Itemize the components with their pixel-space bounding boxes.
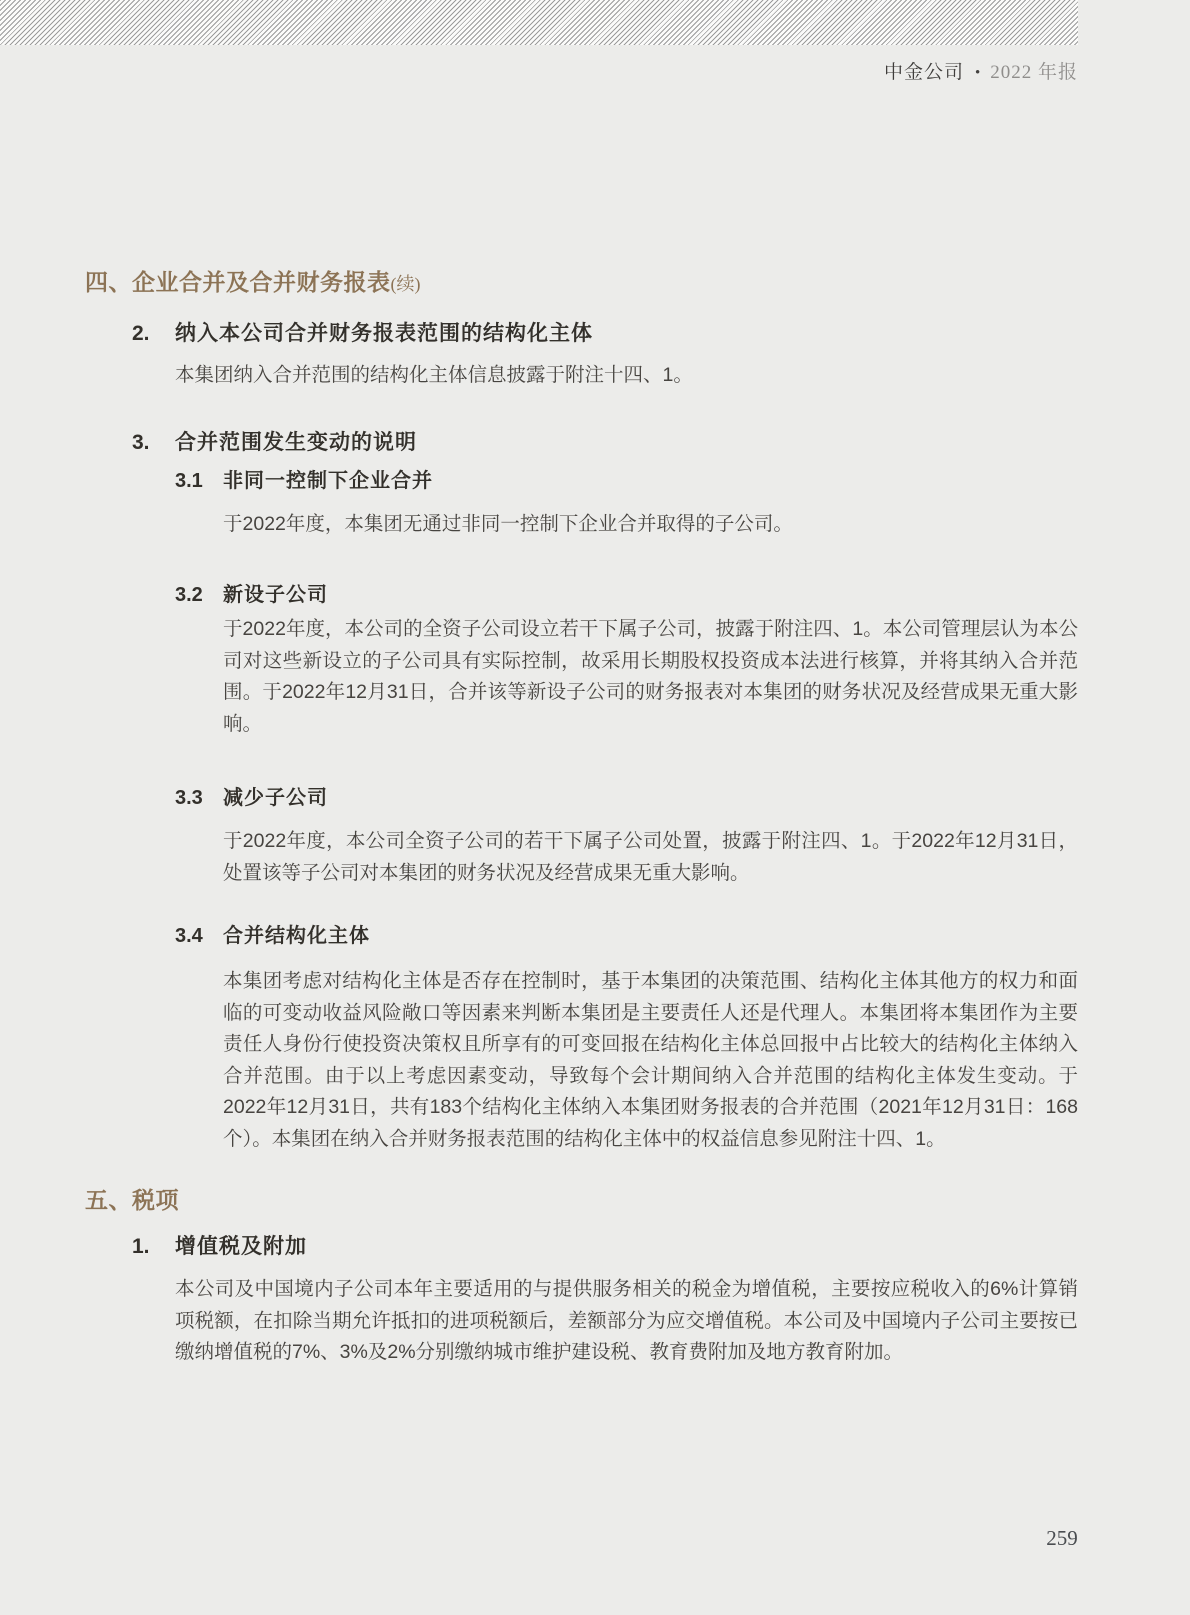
section5-item1-heading — [132, 1234, 307, 1259]
item2-body: 本集团纳入合并范围的结构化主体信息披露于附注十四、1。 — [175, 364, 693, 386]
section4-heading-title: 四、企业合并及合并财务报表 — [85, 269, 391, 295]
sub32-heading — [175, 583, 328, 607]
sub33-heading — [175, 786, 328, 810]
sub31-body: 于2022年度，本集团无通过非同一控制下企业合并取得的子公司。 — [223, 513, 793, 535]
sub31-heading — [175, 469, 433, 493]
item2-title: 纳入本公司合并财务报表范围的结构化主体 — [175, 322, 593, 345]
running-header-edition: 2022 年报 — [990, 62, 1078, 83]
sub33-number: 3.3 — [175, 787, 203, 809]
item3-number: 3. — [132, 431, 150, 454]
sub34-number: 3.4 — [175, 925, 203, 947]
sub32-title: 新设子公司 — [223, 584, 328, 606]
section4-heading — [85, 268, 421, 298]
sub33-title: 减少子公司 — [223, 787, 328, 809]
item3-title: 合并范围发生变动的说明 — [175, 431, 417, 454]
sub34-title: 合并结构化主体 — [223, 925, 370, 947]
section5-item1-number: 1. — [132, 1235, 150, 1258]
sub34-body: 本集团考虑对结构化主体是否存在控制时，基于本集团的决策范围、结构化主体其他方的权力和面临的可变动收益风险敞口等因素来判断本集团是主要责任人还是代理人。本集团将本集团作为主要责任人身份行使投资决策权且所享有的可变回报在结构化主体总回报中占比较大的结构化主体纳入合并范围。由于以上考虑因素变动，导致每个会计期间纳入合并范围的结构化主体发生变动。于2022年12月31日，共有183个结构化主体纳入本集团财务报表的合并范围（2021年12月31日：168个）。本集团在纳入合并财务报表范围的结构化主体中的权益信息参见附注十四、1。 — [223, 970, 1078, 1150]
section5-heading-title: 五、税项 — [85, 1187, 179, 1213]
running-header — [0, 62, 1078, 84]
sub33-body: 于2022年度，本公司全资子公司的若干下属子公司处置，披露于附注四、1。于2022年12月31日，处置该等子公司对本集团的财务状况及经营成果无重大影响。 — [223, 830, 1078, 884]
item2-number: 2. — [132, 322, 150, 345]
running-header-company: 中金公司 — [883, 62, 964, 83]
item2-heading — [132, 321, 593, 346]
section5-item1-title: 增值税及附加 — [175, 1235, 307, 1258]
page-number: 259 — [1046, 1526, 1078, 1550]
sub32-body: 于2022年度，本公司的全资子公司设立若干下属子公司，披露于附注四、1。本公司管理层认为本公司对这些新设立的子公司具有实际控制，故采用长期股权投资成本法进行核算，并将其纳入合并范围。于2022年12月31日，合并该等新设子公司的财务报表对本集团的财务状况及经营成果无重大影响。 — [223, 618, 1078, 735]
hatch-band — [0, 0, 1078, 45]
header-bullet-separator: • — [974, 65, 982, 81]
sub34-heading — [175, 924, 370, 948]
item3-heading — [132, 430, 417, 455]
sub31-title: 非同一控制下企业合并 — [223, 470, 433, 492]
section5-heading — [85, 1186, 179, 1214]
section4-heading-continued-suffix: (续) — [390, 274, 421, 294]
sub32-number: 3.2 — [175, 584, 203, 606]
section5-item1-body: 本公司及中国境内子公司本年主要适用的与提供服务相关的税金为增值税，主要按应税收入的6%计算销项税额，在扣除当期允许抵扣的进项税额后，差额部分为应交增值税。本公司及中国境内子公司主要按已缴纳增值税的7%、3%及2%分别缴纳城市维护建设税、教育费附加及地方教育附加。 — [175, 1278, 1078, 1363]
sub31-number: 3.1 — [175, 470, 203, 492]
